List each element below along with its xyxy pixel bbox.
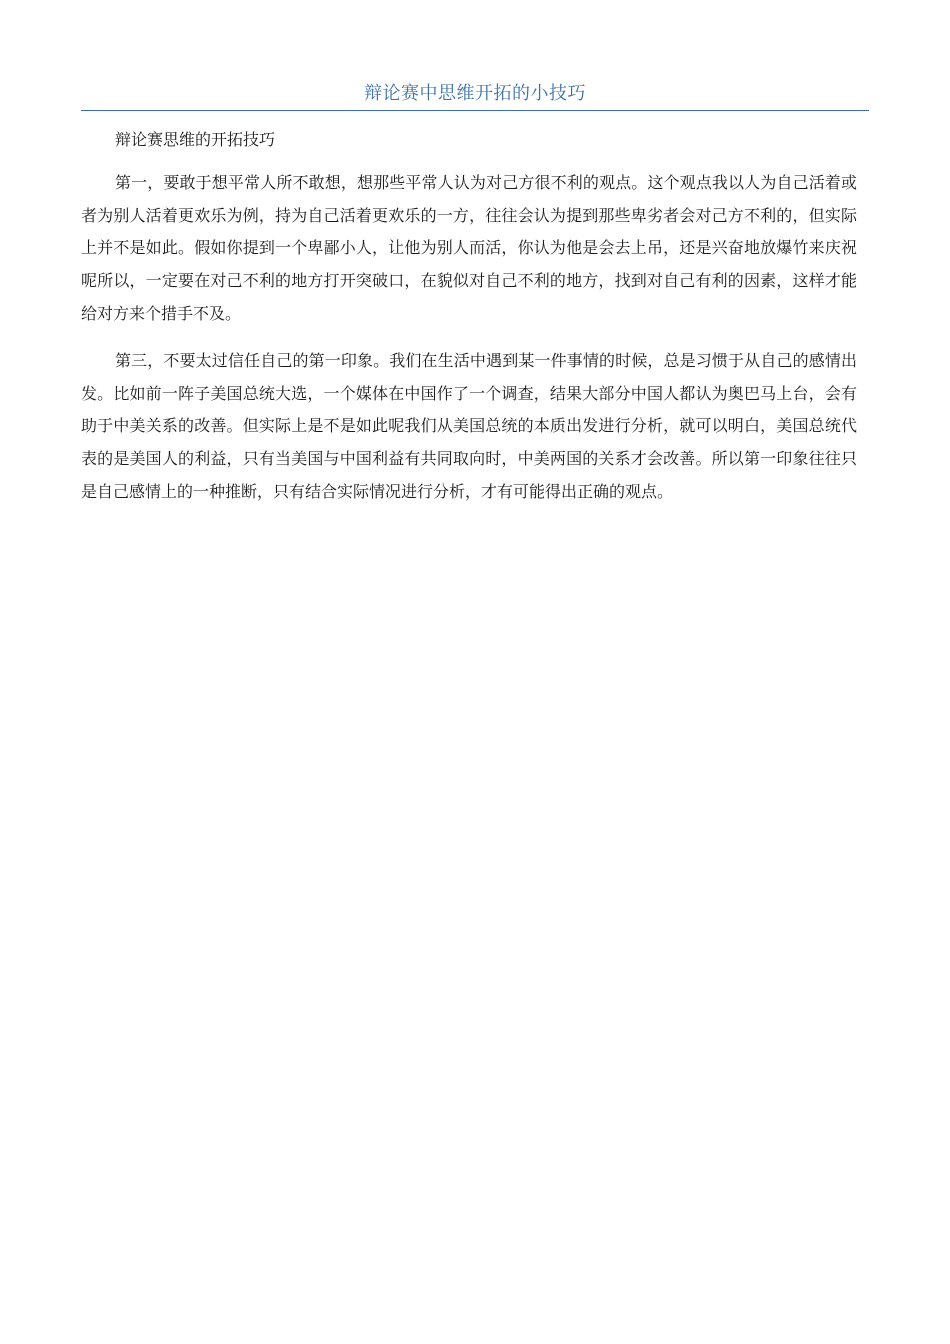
page-header — [81, 78, 869, 111]
paragraph-third: 第三，不要太过信任自己的第一印象。我们在生活中遇到某一件事情的时候，总是习惯于从自己的感情出发。比如前一阵子美国总统大选，一个媒体在中国作了一个调查，结果大部分中国人都认为奥巴马上台，会有助于中美关系的改善。但实际上是不是如此呢我们从美国总统的本质出发进行分析，就可以明白，美国总统代表的是美国人的利益，只有当美国与中国利益有共同取向时，中美两国的关系才会改善。所以第一印象往往只是自己感情上的一种推断，只有结合实际情况进行分析，才有可能得出正确的观点。 — [81, 350, 857, 501]
header-title: 辩论赛中思维开拓的小技巧 — [364, 83, 586, 104]
document-body — [81, 124, 857, 523]
paragraph-first: 第一，要敢于想平常人所不敢想，想那些平常人认为对己方很不利的观点。这个观点我以人为自己活着或者为别人活着更欢乐为例，持为自己活着更欢乐的一方，往往会认为提到那些卑劣者会对己方不利的，但实际上并不是如此。假如你提到一个卑鄙小人，让他为别人而活，你认为他是会去上吊，还是兴奋地放爆竹来庆祝呢所以，一定要在对己不利的地方打开突破口，在貌似对自己不利的地方，找到对自己有利的因素，这样才能给对方来个措手不及。 — [81, 172, 857, 323]
document-subtitle: 辩论赛思维的开拓技巧 — [115, 130, 276, 149]
